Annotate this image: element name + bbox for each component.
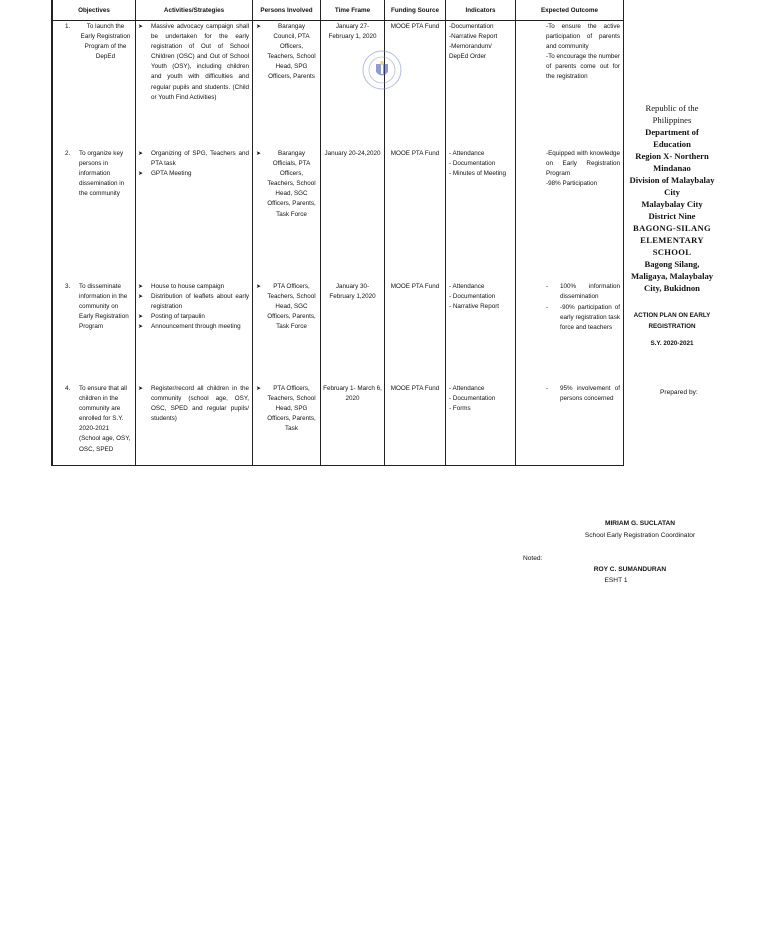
indicators-cell: - Attendance - Documentation - Forms [446, 383, 516, 466]
persons-text: PTA Officers, Teachers, School Head, SPG Officers, Parents, Task [267, 385, 316, 433]
row-number: 4. [65, 385, 71, 392]
objective-cell [53, 21, 136, 149]
outcome-item: - 95% involvement of persons concerned [546, 385, 620, 403]
funding-cell: MOOE PTA Fund [385, 383, 446, 466]
outcome-cell [516, 383, 624, 466]
objective-text: To organize key persons in information dissemination in the community [79, 150, 125, 198]
school-address: Bagong Silang, Maligaya, Malaybalay City, Bukidnon [630, 259, 714, 293]
arrow-bullet-icon: ➤ [138, 151, 144, 157]
outcome-cell: -Equipped with knowledge on Early Registration Program -98% Participation [516, 148, 624, 281]
noter-name: ROY C. SUMANDURAN [593, 566, 667, 573]
outcome-cell [516, 281, 624, 383]
school-year: S.Y. 2020-2021 [650, 340, 694, 347]
arrow-bullet-icon: ➤ [138, 294, 144, 301]
table-row [53, 281, 624, 383]
activities-cell [136, 281, 253, 383]
table-row [53, 383, 624, 466]
table-header-row [53, 0, 624, 21]
table-row [53, 21, 624, 149]
objective-cell [53, 148, 136, 281]
noted-label: Noted: [523, 555, 543, 562]
persons-cell [253, 148, 321, 281]
activities-cell [136, 383, 253, 466]
preparer-name: MIRIAM G. SUCLATAN [604, 520, 676, 527]
arrow-bullet-icon: ➤ [138, 24, 144, 30]
time-frame-cell: January 20-24,2020 [321, 148, 385, 281]
department-text: Department of Education [645, 127, 699, 149]
arrow-bullet-icon: ➤ [138, 171, 144, 178]
arrow-bullet-icon: ➤ [256, 284, 262, 290]
persons-cell [253, 281, 321, 383]
activity-item: ➤ Distribution of leaflets about early registration [138, 292, 249, 312]
header-outcome: Expected Outcome [516, 0, 624, 21]
deped-seal-icon [362, 50, 402, 90]
activity-item: ➤ Announcement through meeting [138, 322, 249, 332]
arrow-bullet-icon: ➤ [138, 284, 144, 290]
activity-item: ➤ GPTA Meeting [138, 169, 249, 179]
row-number: 3. [65, 283, 71, 290]
division-text: Division of Malaybalay City [629, 175, 715, 197]
objective-text: To ensure that all children in the community are enrolled for S.Y. 2020-2021 (School age, OSY, OSC, SPED [79, 385, 131, 453]
arrow-bullet-icon: ➤ [256, 24, 262, 30]
arrow-bullet-icon: ➤ [138, 324, 144, 331]
activity-item: ➤ Organizing of SPG, Teachers and PTA task [138, 149, 249, 169]
funding-cell: MOOE PTA Fund [385, 281, 446, 383]
objective-cell [53, 281, 136, 383]
activity-item: ➤ Posting of tarpaulin [138, 312, 249, 322]
funding-cell: MOOE PTA Fund [385, 148, 446, 281]
republic-text: Republic of the Philippines [645, 103, 699, 125]
objective-text: To disseminate information in the community on Early Registration Program [79, 283, 129, 331]
region-text: Region X- Northern Mindanao [635, 151, 709, 173]
action-plan-table [52, 0, 624, 466]
arrow-bullet-icon: ➤ [138, 386, 144, 392]
school-header [628, 102, 716, 294]
header-indicators: Indicators [446, 0, 516, 21]
arrow-bullet-icon: ➤ [138, 314, 144, 321]
objective-cell [53, 383, 136, 466]
header-funding: Funding Source [385, 0, 446, 21]
funding-cell: MOOE PTA Fund [385, 21, 446, 149]
header-activities: Activities/Strategies [136, 0, 253, 21]
row-number: 2. [65, 150, 71, 157]
persons-text: PTA Officers, Teachers, School Head, SGC Officers, Parents, Task Force [267, 283, 316, 331]
indicators-cell: - Attendance - Documentation - Narrative Report [446, 281, 516, 383]
activity-item: ➤ Register/record all children in the community (school age, OSY, OSC, SPED and regular pupils/ students) [138, 384, 249, 424]
persons-text: Barangay Officials, PTA Officers, Teachers, School Head, SGC Officers, Parents, Task Force [267, 150, 316, 218]
activity-item: ➤ House to house campaign [138, 282, 249, 292]
noter-title: ESHT 1 [604, 577, 628, 584]
activities-cell [136, 148, 253, 281]
activities-cell [136, 21, 253, 149]
row-number: 1. [65, 23, 71, 30]
table-row [53, 148, 624, 281]
action-plan-table-wrapper [51, 0, 624, 466]
header-time-frame: Time Frame [321, 0, 385, 21]
objective-text: To launch the Early Registration Program of the DepEd [80, 23, 131, 61]
persons-cell [253, 383, 321, 466]
persons-cell [253, 21, 321, 149]
activity-item: ➤ Massive advocacy campaign shall be undertaken for the early registration of Out of School Children (OSC) and Out of School Youth (OSY), including children and youth with difficulties and regular pupils and students. (Child or Youth Find Activities) [138, 22, 249, 103]
outcome-item: - 100% information dissemination [546, 283, 620, 301]
district-text: District Nine [648, 211, 696, 221]
prepared-by-label: Prepared by: [660, 389, 698, 396]
persons-text: Barangay Council, PTA Officers, Teachers, School Head, SPG Officers, Parents [267, 23, 316, 81]
school-name: BAGONG-SILANG ELEMENTARY SCHOOL [633, 223, 711, 257]
header-objectives: Objectives [53, 0, 136, 21]
time-frame-cell: January 27- February 1, 2020 [321, 21, 385, 149]
outcome-cell: -To ensure the active participation of parents and community -To encourage the number of parents come out for the registration [516, 21, 624, 149]
time-frame-cell: February 1- March 6, 2020 [321, 383, 385, 466]
indicators-cell: -Documentation -Narrative Report -Memorandum/ DepEd Order [446, 21, 516, 149]
arrow-bullet-icon: ➤ [256, 386, 262, 392]
preparer-title: School Early Registration Coordinator [584, 532, 696, 539]
header-persons: Persons Involved [253, 0, 321, 21]
outcome-item: - -90% participation of early registration task force and teachers [546, 304, 620, 332]
plan-title: ACTION PLAN ON EARLY REGISTRATION [633, 312, 711, 330]
city-text: Malaybalay City [641, 199, 703, 209]
indicators-cell: - Attendance - Documentation - Minutes of Meeting [446, 148, 516, 281]
time-frame-cell: January 30- February 1,2020 [321, 281, 385, 383]
arrow-bullet-icon: ➤ [256, 151, 262, 157]
